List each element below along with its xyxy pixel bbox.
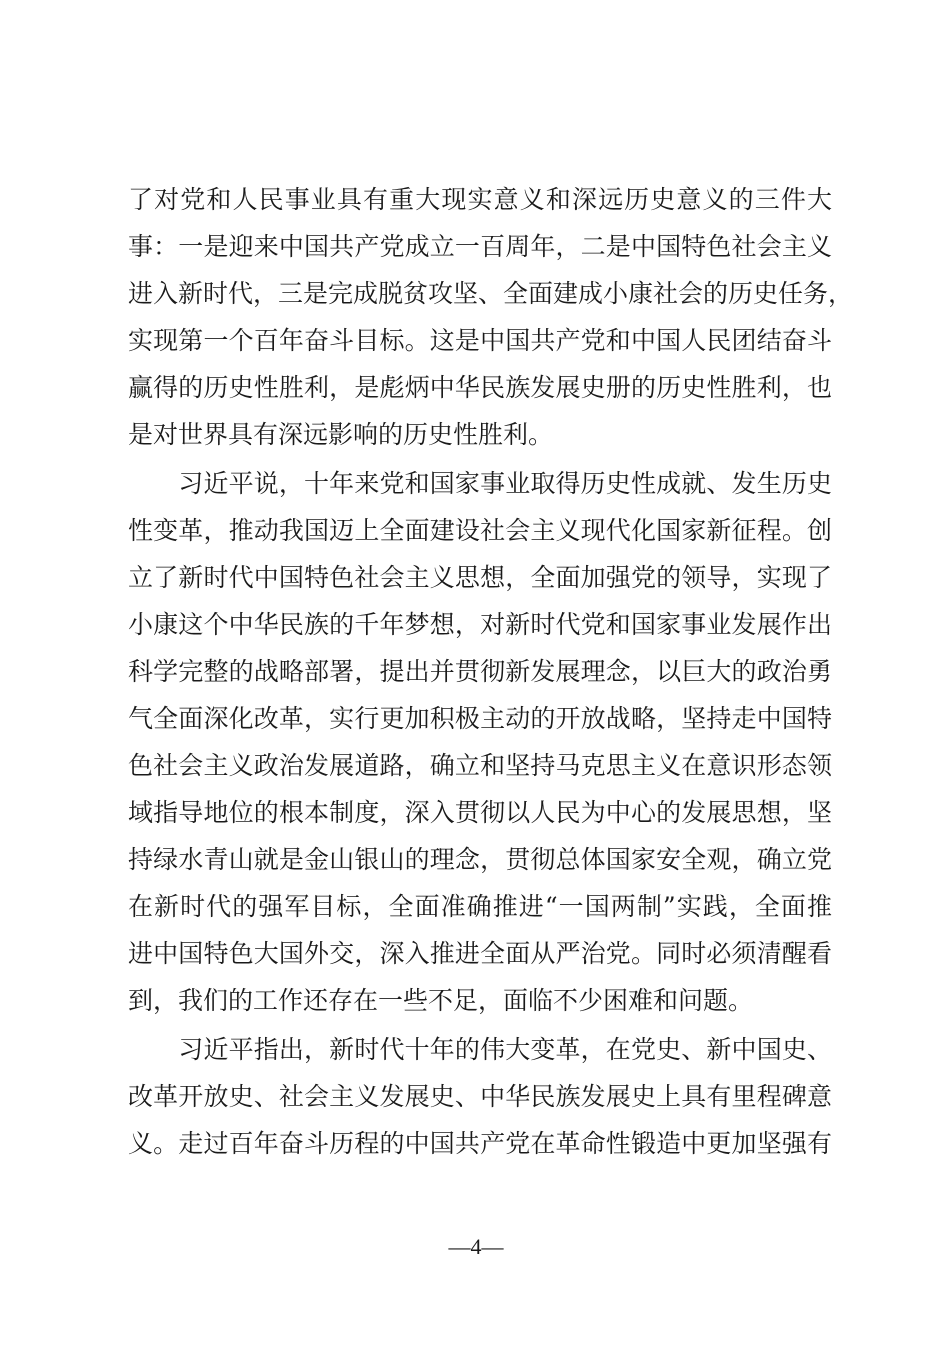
text-line: 进入新时代，三是完成脱贫攻坚、全面建成小康社会的历史任务，: [128, 279, 854, 308]
text-line: 习近平说，十年来党和国家事业取得历史性成就、发生历史: [128, 469, 832, 498]
text-line: 实现第一个百年奋斗目标。这是中国共产党和中国人民团结奋斗: [128, 326, 832, 355]
page-number: —4—: [448, 1234, 504, 1259]
text-line: 了对党和人民事业具有重大现实意义和深远历史意义的三件大: [128, 185, 832, 214]
text-line: 进中国特色大国外交，深入推进全面从严治党。同时必须清醒看: [128, 939, 832, 968]
text-line: 气全面深化改革，实行更加积极主动的开放战略，坚持走中国特: [128, 704, 832, 733]
text-line: 到，我们的工作还存在一些不足，面临不少困难和问题。: [128, 986, 754, 1015]
text-line: 是对世界具有深远影响的历史性胜利。: [128, 420, 554, 449]
text-line: 小康这个中华民族的千年梦想，对新时代党和国家事业发展作出: [128, 610, 832, 639]
text-line: 赢得的历史性胜利，是彪炳中华民族发展史册的历史性胜利，也: [128, 373, 832, 402]
text-line: 立了新时代中国特色社会主义思想，全面加强党的领导，实现了: [128, 563, 832, 592]
paragraph-3: [128, 1026, 832, 1167]
text-line: 性变革，推动我国迈上全面建设社会主义现代化国家新征程。创: [128, 516, 832, 545]
text-line: 在新时代的强军目标，全面准确推进“一国两制”实践，全面推: [128, 892, 832, 921]
text-line: 义。走过百年奋斗历程的中国共产党在革命性锻造中更加坚强有: [128, 1129, 832, 1158]
text-line: 改革开放史、社会主义发展史、中华民族发展史上具有里程碑意: [128, 1082, 832, 1111]
text-line: 习近平指出，新时代十年的伟大变革，在党史、新中国史、: [128, 1035, 832, 1064]
text-line: 科学完整的战略部署，提出并贯彻新发展理念，以巨大的政治勇: [128, 657, 832, 686]
text-line: 事：一是迎来中国共产党成立一百周年，二是中国特色社会主义: [128, 232, 832, 261]
body-text: [128, 176, 854, 1167]
paragraph-1: [128, 176, 854, 458]
text-line: 色社会主义政治发展道路，确立和坚持马克思主义在意识形态领: [128, 751, 832, 780]
paragraph-2: [128, 460, 832, 1024]
text-line: 持绿水青山就是金山银山的理念，贯彻总体国家安全观，确立党: [128, 845, 832, 874]
text-line: 域指导地位的根本制度，深入贯彻以人民为中心的发展思想，坚: [128, 798, 832, 827]
